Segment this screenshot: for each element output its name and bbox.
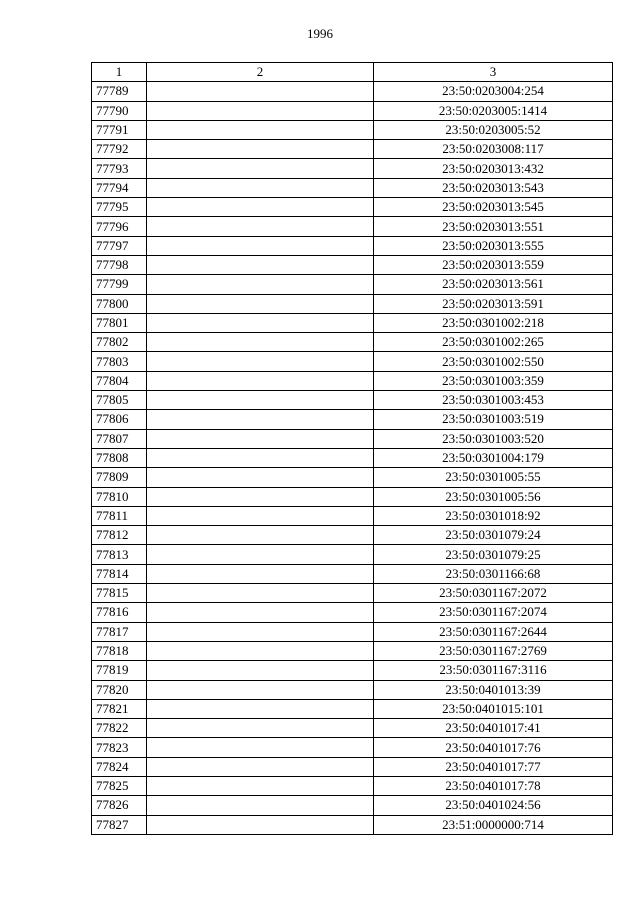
table-row [92, 468, 613, 487]
row-number-cell: 77804 [92, 371, 147, 390]
row-number-cell: 77808 [92, 448, 147, 467]
row-description-cell [147, 448, 374, 467]
table-body [92, 82, 613, 835]
row-description-cell [147, 101, 374, 120]
cadastral-number-cell: 23:50:0203005:52 [374, 120, 613, 139]
cadastral-number-cell: 23:50:0301003:520 [374, 429, 613, 448]
table-row [92, 178, 613, 197]
row-number-cell: 77817 [92, 622, 147, 641]
row-description-cell [147, 198, 374, 217]
cadastral-number-cell: 23:50:0301004:179 [374, 448, 613, 467]
table-row [92, 217, 613, 236]
cadastral-number-cell: 23:50:0301167:3116 [374, 661, 613, 680]
row-number-cell: 77815 [92, 584, 147, 603]
table-row [92, 564, 613, 583]
row-number-cell: 77806 [92, 410, 147, 429]
row-description-cell [147, 294, 374, 313]
table-header-row [92, 63, 613, 82]
cadastral-number-cell: 23:50:0203008:117 [374, 140, 613, 159]
row-description-cell [147, 661, 374, 680]
table-row [92, 159, 613, 178]
cadastral-number-cell: 23:50:0301166:68 [374, 564, 613, 583]
row-number-cell: 77792 [92, 140, 147, 159]
cadastral-number-cell: 23:50:0401024:56 [374, 796, 613, 815]
cadastral-number-cell: 23:50:0301167:2074 [374, 603, 613, 622]
table-row [92, 545, 613, 564]
cadastral-number-cell: 23:50:0301003:359 [374, 371, 613, 390]
table-row [92, 101, 613, 120]
row-description-cell [147, 391, 374, 410]
row-description-cell [147, 178, 374, 197]
row-description-cell [147, 487, 374, 506]
row-number-cell: 77796 [92, 217, 147, 236]
cadastral-number-cell: 23:50:0203013:432 [374, 159, 613, 178]
table-row [92, 680, 613, 699]
row-number-cell: 77802 [92, 333, 147, 352]
table-row [92, 661, 613, 680]
row-description-cell [147, 564, 374, 583]
cadastral-number-cell: 23:50:0301003:453 [374, 391, 613, 410]
row-description-cell [147, 429, 374, 448]
row-number-cell: 77810 [92, 487, 147, 506]
cadastral-number-cell: 23:50:0301005:56 [374, 487, 613, 506]
cadastral-number-cell: 23:50:0301167:2072 [374, 584, 613, 603]
cadastral-number-cell: 23:50:0301079:25 [374, 545, 613, 564]
cadastral-number-cell: 23:50:0203013:551 [374, 217, 613, 236]
cadastral-number-cell: 23:50:0401013:39 [374, 680, 613, 699]
row-description-cell [147, 506, 374, 525]
table-row [92, 275, 613, 294]
row-number-cell: 77789 [92, 82, 147, 101]
row-description-cell [147, 815, 374, 834]
row-description-cell [147, 680, 374, 699]
table-row [92, 429, 613, 448]
table-row [92, 294, 613, 313]
row-description-cell [147, 159, 374, 178]
row-description-cell [147, 410, 374, 429]
row-number-cell: 77820 [92, 680, 147, 699]
table-row [92, 622, 613, 641]
row-number-cell: 77818 [92, 641, 147, 660]
row-description-cell [147, 699, 374, 718]
column-header-2: 2 [147, 63, 374, 82]
row-description-cell [147, 217, 374, 236]
table-row [92, 140, 613, 159]
row-description-cell [147, 603, 374, 622]
row-number-cell: 77803 [92, 352, 147, 371]
row-number-cell: 77791 [92, 120, 147, 139]
row-description-cell [147, 719, 374, 738]
row-description-cell [147, 641, 374, 660]
row-description-cell [147, 796, 374, 815]
row-number-cell: 77826 [92, 796, 147, 815]
table-row [92, 448, 613, 467]
cadastral-number-cell: 23:50:0401017:41 [374, 719, 613, 738]
table-row [92, 198, 613, 217]
row-number-cell: 77798 [92, 255, 147, 274]
cadastral-number-cell: 23:50:0301002:218 [374, 313, 613, 332]
table-row [92, 506, 613, 525]
row-number-cell: 77790 [92, 101, 147, 120]
row-number-cell: 77824 [92, 757, 147, 776]
table-row [92, 641, 613, 660]
cadastral-number-cell: 23:50:0203005:1414 [374, 101, 613, 120]
column-header-1: 1 [92, 63, 147, 82]
row-number-cell: 77800 [92, 294, 147, 313]
table-row [92, 313, 613, 332]
cadastral-number-cell: 23:50:0301002:550 [374, 352, 613, 371]
cadastral-number-cell: 23:50:0301167:2769 [374, 641, 613, 660]
cadastral-number-cell: 23:50:0203013:561 [374, 275, 613, 294]
row-description-cell [147, 255, 374, 274]
table-row [92, 815, 613, 834]
row-number-cell: 77795 [92, 198, 147, 217]
row-description-cell [147, 352, 374, 371]
register-table [91, 62, 613, 835]
row-number-cell: 77822 [92, 719, 147, 738]
table-row [92, 526, 613, 545]
table-row [92, 699, 613, 718]
row-number-cell: 77811 [92, 506, 147, 525]
cadastral-number-cell: 23:50:0203013:591 [374, 294, 613, 313]
row-number-cell: 77823 [92, 738, 147, 757]
table-row [92, 410, 613, 429]
cadastral-number-cell: 23:50:0401017:77 [374, 757, 613, 776]
row-description-cell [147, 738, 374, 757]
row-description-cell [147, 468, 374, 487]
table-row [92, 371, 613, 390]
row-number-cell: 77794 [92, 178, 147, 197]
table-row [92, 391, 613, 410]
table-row [92, 352, 613, 371]
cadastral-number-cell: 23:50:0401015:101 [374, 699, 613, 718]
cadastral-number-cell: 23:50:0203013:555 [374, 236, 613, 255]
row-number-cell: 77807 [92, 429, 147, 448]
row-number-cell: 77793 [92, 159, 147, 178]
cadastral-number-cell: 23:50:0301002:265 [374, 333, 613, 352]
row-number-cell: 77799 [92, 275, 147, 294]
row-description-cell [147, 236, 374, 255]
row-description-cell [147, 584, 374, 603]
row-number-cell: 77821 [92, 699, 147, 718]
row-description-cell [147, 333, 374, 352]
table-row [92, 82, 613, 101]
cadastral-number-cell: 23:50:0301018:92 [374, 506, 613, 525]
row-number-cell: 77816 [92, 603, 147, 622]
cadastral-number-cell: 23:50:0203004:254 [374, 82, 613, 101]
row-description-cell [147, 140, 374, 159]
row-description-cell [147, 371, 374, 390]
row-description-cell [147, 776, 374, 795]
table-row [92, 757, 613, 776]
row-number-cell: 77805 [92, 391, 147, 410]
row-number-cell: 77812 [92, 526, 147, 545]
row-number-cell: 77825 [92, 776, 147, 795]
cadastral-number-cell: 23:50:0301167:2644 [374, 622, 613, 641]
row-number-cell: 77797 [92, 236, 147, 255]
table-row [92, 236, 613, 255]
cadastral-number-cell: 23:50:0203013:559 [374, 255, 613, 274]
row-number-cell: 77801 [92, 313, 147, 332]
cadastral-number-cell: 23:50:0301005:55 [374, 468, 613, 487]
table-row [92, 584, 613, 603]
row-number-cell: 77814 [92, 564, 147, 583]
table-row [92, 776, 613, 795]
cadastral-number-cell: 23:51:0000000:714 [374, 815, 613, 834]
table-row [92, 487, 613, 506]
row-description-cell [147, 526, 374, 545]
row-number-cell: 77827 [92, 815, 147, 834]
cadastral-number-cell: 23:50:0401017:78 [374, 776, 613, 795]
table-row [92, 796, 613, 815]
column-header-3: 3 [374, 63, 613, 82]
row-description-cell [147, 275, 374, 294]
row-number-cell: 77809 [92, 468, 147, 487]
row-description-cell [147, 120, 374, 139]
row-description-cell [147, 82, 374, 101]
row-description-cell [147, 757, 374, 776]
table-row [92, 120, 613, 139]
table-row [92, 255, 613, 274]
cadastral-number-cell: 23:50:0301003:519 [374, 410, 613, 429]
cadastral-number-cell: 23:50:0301079:24 [374, 526, 613, 545]
table-row [92, 719, 613, 738]
cadastral-number-cell: 23:50:0203013:545 [374, 198, 613, 217]
page-number: 1996 [307, 26, 333, 41]
row-description-cell [147, 622, 374, 641]
table-row [92, 603, 613, 622]
row-description-cell [147, 545, 374, 564]
row-number-cell: 77819 [92, 661, 147, 680]
row-number-cell: 77813 [92, 545, 147, 564]
table-row [92, 333, 613, 352]
table-row [92, 738, 613, 757]
cadastral-number-cell: 23:50:0401017:76 [374, 738, 613, 757]
cadastral-number-cell: 23:50:0203013:543 [374, 178, 613, 197]
row-description-cell [147, 313, 374, 332]
